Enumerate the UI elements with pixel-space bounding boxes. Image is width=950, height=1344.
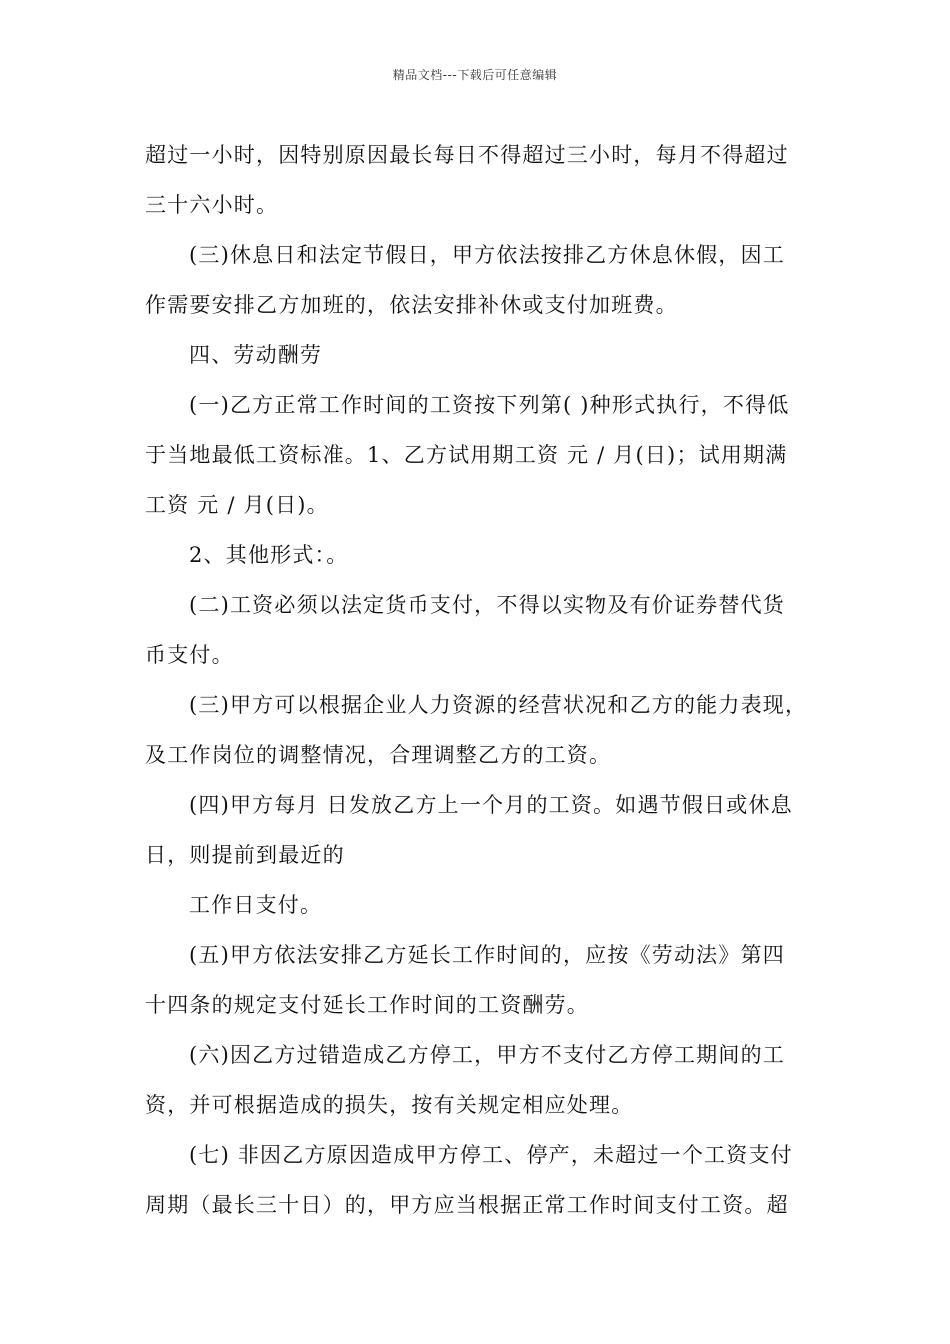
text-line: 十四条的规定支付延长工作时间的工资酬劳。 bbox=[145, 993, 589, 1017]
text-line: 工作日支付。 bbox=[189, 893, 323, 917]
page-header: 精品文档---下载后可任意编辑 bbox=[392, 68, 558, 82]
text-line: (六)因乙方过错造成乙方停工，甲方不支付乙方停工期间的工 bbox=[189, 1043, 785, 1067]
text-line: 工资 元 / 月(日)。 bbox=[145, 493, 329, 517]
text-line: 2、其他形式：。 bbox=[189, 543, 349, 567]
text-line: (一)乙方正常工作时间的工资按下列第( )种形式执行，不得低 bbox=[189, 393, 790, 417]
document-body bbox=[145, 130, 810, 1230]
text-line: 三十六小时。 bbox=[145, 193, 279, 217]
text-line: (二)工资必须以法定货币支付，不得以实物及有价证券替代货 bbox=[189, 593, 785, 617]
text-line: (五)甲方依法安排乙方延长工作时间的，应按《劳动法》第四 bbox=[189, 943, 785, 967]
text-line: 及工作岗位的调整情况，合理调整乙方的工资。 bbox=[145, 743, 612, 767]
text-line: 周期（最长三十日）的，甲方应当根据正常工作时间支付工资。超 bbox=[145, 1193, 789, 1217]
text-line: 超过一小时，因特别原因最长每日不得超过三小时，每月不得超过 bbox=[145, 143, 789, 167]
text-line: (三)甲方可以根据企业人力资源的经营状况和乙方的能力表现， bbox=[189, 693, 808, 717]
section-heading: 四、劳动酬劳 bbox=[189, 343, 323, 367]
text-line: 币支付。 bbox=[145, 643, 234, 667]
text-line: (三)休息日和法定节假日，甲方依法按排乙方休息休假，因工 bbox=[189, 243, 785, 267]
text-line: 日，则提前到最近的 bbox=[145, 843, 345, 867]
text-line: 资，并可根据造成的损失，按有关规定相应处理。 bbox=[145, 1093, 634, 1117]
text-line: 于当地最低工资标准。1、乙方试用期工资 元 / 月(日)；试用期满 bbox=[145, 443, 788, 467]
text-line: (七) 非因乙方原因造成甲方停工、停产，未超过一个工资支付 bbox=[189, 1143, 793, 1167]
text-line: 作需要安排乙方加班的，依法安排补休或支付加班费。 bbox=[145, 293, 678, 317]
text-line: (四)甲方每月 日发放乙方上一个月的工资。如遇节假日或休息 bbox=[189, 793, 793, 817]
